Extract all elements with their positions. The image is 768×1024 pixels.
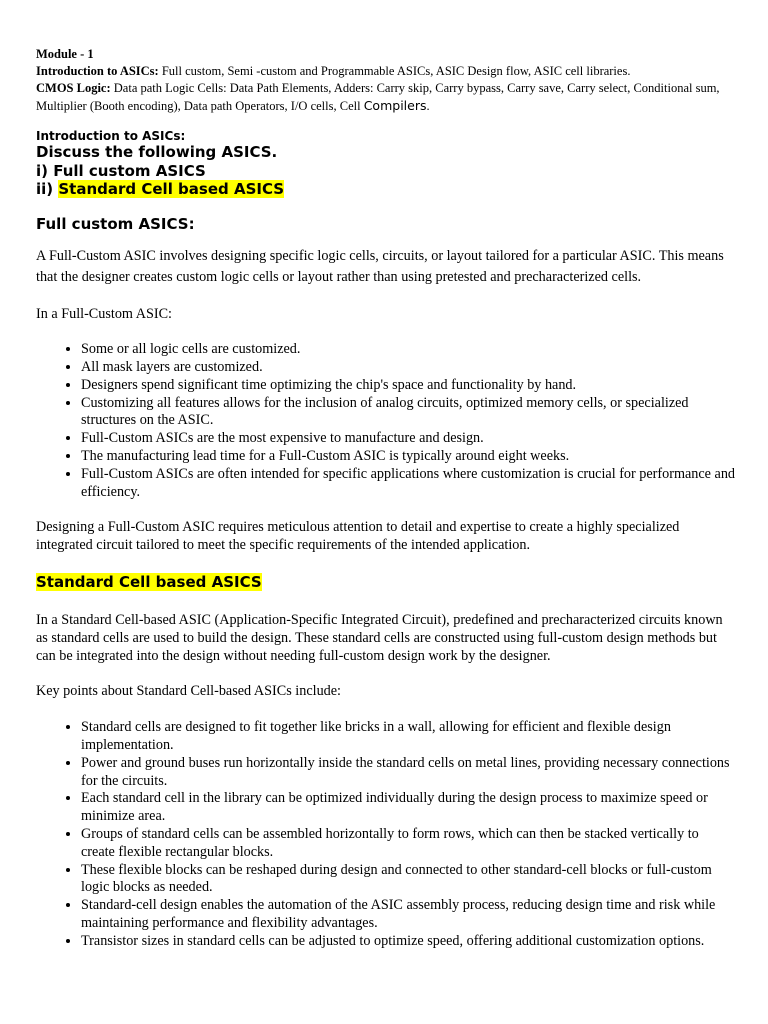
list-item: • Power and ground buses run horizontally inside the standard cells on metal lines, providing necessary connections for the circuits. — [81, 755, 736, 791]
full-custom-closing: Designing a Full-Custom ASIC requires meticulous attention to detail and expertise to create a highly specialized integrated circuit tailored to meet the specific requirements of the intended application. — [36, 519, 680, 554]
question-line-3-prefix: ii) — [36, 180, 59, 198]
list-item: • The manufacturing lead time for a Full-Custom ASIC is typically around eight weeks. — [81, 448, 736, 466]
cmos-logic-end: . — [426, 99, 430, 113]
question-line-2: i) Full custom ASICS — [36, 161, 206, 180]
list-item: • Transistor sizes in standard cells can be adjusted to optimize speed, offering additional customization options. — [81, 933, 736, 951]
standard-cell-bullets — [36, 719, 736, 950]
full-custom-intro: A Full-Custom ASIC involves designing specific logic cells, circuits, or layout tailored for a particular ASIC. This means that the designer creates custom logic cells or layout rather than using pretested and precharacterized cells. — [36, 247, 724, 285]
module-label: Module - 1 — [36, 47, 94, 61]
list-item: • Each standard cell in the library can be optimized individually during the design process to maximize speed or minimize area. — [81, 790, 736, 826]
question-highlight: Standard Cell based ASICS — [58, 180, 285, 198]
list-item: • Standard-cell design enables the automation of the ASIC assembly process, reducing design time and risk while maintaining performance and flexibility advantages. — [81, 897, 736, 933]
cmos-logic-text: Data path Logic Cells: Data Path Elements, Adders: Carry skip, Carry bypass, Carry save, Carry select, Conditional sum, Multiplier (Booth encoding), Data path Operators, I/O cells, Cell — [36, 81, 720, 113]
module-header — [36, 46, 736, 115]
intro-asics-label: Introduction to ASICs: — [36, 64, 159, 78]
list-item: • Designers spend significant time optimizing the chip's space and functionality by hand. — [81, 377, 736, 395]
list-item: • Some or all logic cells are customized. — [81, 341, 736, 359]
standard-cell-heading-text: Standard Cell based ASICS — [36, 573, 262, 592]
intro-asics-text: Full custom, Semi -custom and Programmable ASICs, ASIC Design flow, ASIC cell libraries. — [158, 64, 631, 78]
list-item: • These flexible blocks can be reshaped during design and connected to other standard-cell blocks or full-custom logic blocks as needed. — [81, 862, 736, 898]
standard-cell-lead: Key points about Standard Cell-based ASICs include: — [36, 683, 341, 700]
question-block — [36, 129, 736, 199]
question-line-3 — [36, 180, 736, 199]
list-item: • All mask layers are customized. — [81, 359, 736, 377]
list-item: • Full-Custom ASICs are often intended for specific applications where customization is crucial for performance and efficiency. — [81, 466, 736, 502]
cmos-logic-label: CMOS Logic: — [36, 81, 111, 95]
list-item: • Groups of standard cells can be assembled horizontally to form rows, which can then be stacked vertically to create flexible rectangular blocks. — [81, 826, 736, 862]
list-item: • Customizing all features allows for the inclusion of analog circuits, optimized memory cells, or specialized structures on the ASIC. — [81, 395, 736, 431]
standard-cell-intro: In a Standard Cell-based ASIC (Application-Specific Integrated Circuit), predefined and precharacterized circuits known as standard cells are used to build the design. These standard cells are constructed using full-custom design methods but can be integrated into the design without needing full-custom design work by the designer. — [36, 612, 723, 664]
document-page — [36, 46, 736, 951]
question-line-1: Discuss the following ASICS. — [36, 143, 278, 161]
standard-cell-heading — [36, 572, 736, 592]
full-custom-bullets — [36, 341, 736, 501]
full-custom-lead: In a Full-Custom ASIC: — [36, 305, 172, 322]
intro-title: Introduction to ASICs: — [36, 129, 186, 143]
full-custom-heading: Full custom ASICS: — [36, 214, 195, 233]
cmos-logic-tail: Compilers — [363, 98, 427, 113]
list-item: • Full-Custom ASICs are the most expensive to manufacture and design. — [81, 430, 736, 448]
list-item: • Standard cells are designed to fit together like bricks in a wall, allowing for efficient and flexible design implementation. — [81, 719, 736, 755]
